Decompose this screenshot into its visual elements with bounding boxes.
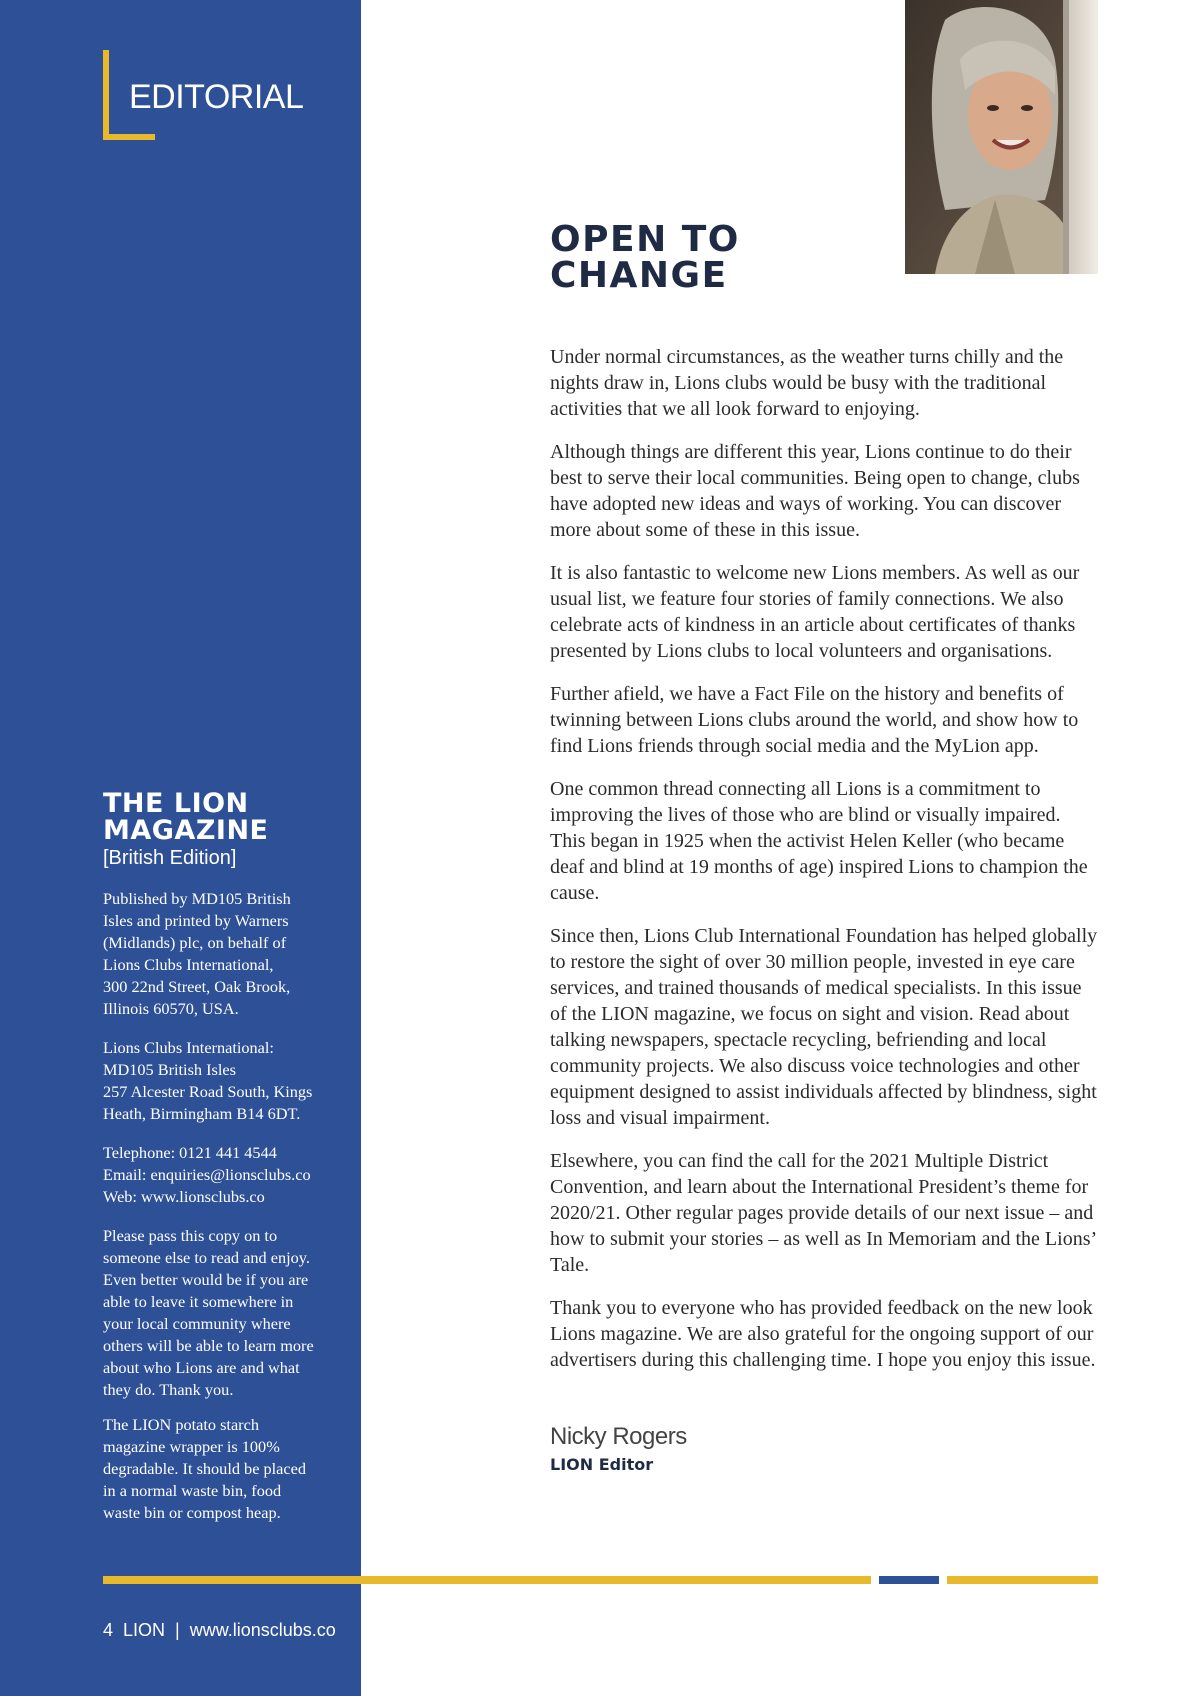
wrapper-line: degradable. It should be placed [103,1459,306,1478]
publisher-line: Published by MD105 British [103,889,291,908]
headline-line2: CHANGE [550,255,728,296]
footer-rule-yellow-short [947,1576,1098,1584]
note-line: Even better would be if you are [103,1270,309,1289]
address-line: MD105 British Isles [103,1060,236,1079]
article-headline [550,219,740,296]
publisher-line: Illinois 60570, USA. [103,999,239,1018]
email-line: Email: enquiries@lionsclubs.co [103,1165,311,1184]
address-line: 257 Alcester Road South, Kings [103,1082,313,1101]
address-line: Heath, Birmingham B14 6DT. [103,1104,301,1123]
magazine-title [103,790,343,844]
footer-rule-yellow [103,1576,871,1584]
wrapper-note [103,1414,335,1524]
article-body [550,344,1098,1390]
note-line: someone else to read and enjoy. [103,1248,310,1267]
publisher-info [103,888,335,1020]
headline-line1: OPEN TO [550,219,740,260]
publisher-line: Isles and printed by Warners [103,911,289,930]
wrapper-line: The LION potato starch [103,1415,259,1434]
page-footer: 4 LION | www.lionsclubs.co [103,1620,336,1640]
article-paragraph: Further afield, we have a Fact File on the history and benefits of twinning between Lions clubs around the world, and show how to find Lions friends through social media and the MyLion app. [550,683,1079,757]
note-line: your local community where [103,1314,291,1333]
contact-info [103,1142,335,1208]
article-paragraph: Although things are different this year, Lions continue to do their best to serve their local communities. Being open to change, clubs have adopted new ideas and ways of working. You can discover more about some of these in this issue. [550,441,1080,541]
footer-rule-blue [879,1576,939,1584]
article-paragraph: Elsewhere, you can find the call for the 2021 Multiple District Convention, and learn about the International President’s theme for 2020/21. Other regular pages provide details of our next issue – and how to submit your stories – as well as In Memoriam and the Lions’ Tale. [550,1150,1096,1276]
note-line: able to leave it somewhere in [103,1292,294,1311]
article-paragraph: One common thread connecting all Lions is a commitment to improving the lives of those who are blind or visually impaired. This began in 1925 when the activist Helen Keller (who became deaf and blind at 19 months of age) inspired Lions to champion the cause. [550,778,1088,904]
wrapper-line: magazine wrapper is 100% [103,1437,280,1456]
article-paragraph: Since then, Lions Club International Foundation has helped globally to restore the sight of over 30 million people, invested in eye care services, and trained thousands of medical specialists. In this issue of the LION magazine, we focus on sight and vision. Read about talking newspapers, spectacle recycling, befriending and local community projects. We also discuss voice technologies and other equipment designed to assist individuals affected by blindness, sight loss and visual impairment. [550,925,1098,1129]
phone-line: Telephone: 0121 441 4544 [103,1143,277,1162]
publisher-line: (Midlands) plc, on behalf of [103,933,287,952]
address-line: Lions Clubs International: [103,1038,274,1057]
signature-name: Nicky Rogers [550,1423,687,1450]
web-line: Web: www.lionsclubs.co [103,1187,265,1206]
editor-photo [905,0,1098,274]
note-line: they do. Thank you. [103,1380,234,1399]
note-line: others will be able to learn more [103,1336,314,1355]
article-paragraph: It is also fantastic to welcome new Lions members. As well as our usual list, we feature four stories of family connections. We also celebrate acts of kindness in an article about certificates of thanks presented by Lions clubs to local volunteers and organisations. [550,562,1080,662]
note-line: about who Lions are and what [103,1358,300,1377]
magazine-title-line1: THE LION [103,788,249,819]
section-label: EDITORIAL [129,78,304,116]
pass-on-note [103,1225,335,1401]
magazine-title-line2: MAGAZINE [103,815,269,846]
note-line: Please pass this copy on to [103,1226,278,1245]
publisher-line: Lions Clubs International, [103,955,274,974]
article-paragraph: Under normal circumstances, as the weather turns chilly and the nights draw in, Lions clubs would be busy with the traditional activities that we all look forward to enjoying. [550,346,1064,420]
article-paragraph: Thank you to everyone who has provided feedback on the new look Lions magazine. We are also grateful for the ongoing support of our advertisers during this challenging time. I hope you enjoy this issue. [550,1297,1096,1371]
magazine-edition: [British Edition] [103,847,237,869]
publisher-line: 300 22nd Street, Oak Brook, [103,977,291,996]
wrapper-line: in a normal waste bin, food [103,1481,282,1500]
address-info [103,1037,335,1125]
wrapper-line: waste bin or compost heap. [103,1503,281,1522]
signature-role: LION Editor [550,1455,654,1474]
